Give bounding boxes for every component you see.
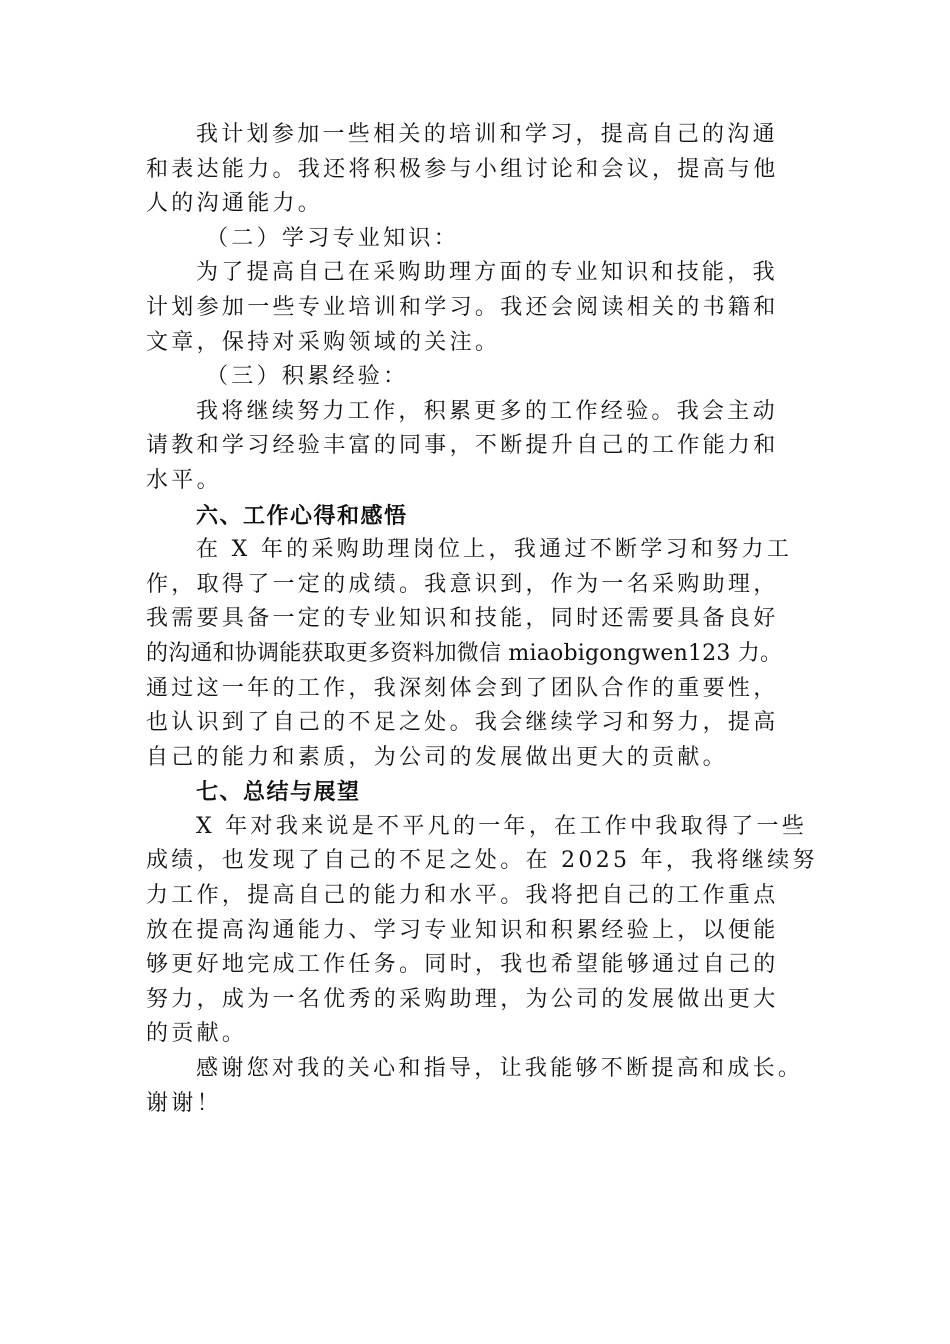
paragraph-line: 作，取得了一定的成绩。我意识到，作为一名采购助理， bbox=[146, 571, 779, 597]
paragraph-line: 和表达能力。我还将积极参与小组讨论和会议，提高与他 bbox=[146, 156, 779, 182]
paragraph-line: 在 X 年的采购助理岗位上，我通过不断学习和努力工 bbox=[196, 537, 793, 563]
paragraph-line: 感谢您对我的关心和指导，让我能够不断提高和成长。 bbox=[196, 1056, 804, 1082]
paragraph-line: 力工作，提高自己的能力和水平。我将把自己的工作重点 bbox=[146, 883, 779, 909]
paragraph-line: 请教和学习经验丰富的同事，不断提升自己的工作能力和 bbox=[146, 433, 779, 459]
paragraph-line: 够更好地完成工作任务。同时，我也希望能够通过自己的 bbox=[146, 952, 779, 978]
subsection-heading: （二）学习专业知识： bbox=[206, 225, 460, 251]
paragraph-line: 也认识到了自己的不足之处。我会继续学习和努力，提高 bbox=[146, 710, 779, 736]
paragraph-line: 人的沟通能力。 bbox=[146, 191, 324, 217]
paragraph-line: 谢谢！ bbox=[146, 1090, 222, 1116]
paragraph-line: 我需要具备一定的专业知识和技能，同时还需要具备良好 bbox=[146, 606, 779, 632]
paragraph-line: X 年对我来说是不平凡的一年，在工作中我取得了一些 bbox=[196, 813, 808, 839]
paragraph-line: 努力，成为一名优秀的采购助理，为公司的发展做出更大 bbox=[146, 986, 779, 1012]
paragraph-line: 我计划参加一些相关的培训和学习，提高自己的沟通 bbox=[196, 122, 778, 147]
paragraph-line: 为了提高自己在采购助理方面的专业知识和技能，我 bbox=[196, 260, 778, 286]
paragraph-line: 我将继续努力工作，积累更多的工作经验。我会主动 bbox=[196, 398, 778, 424]
paragraph-line: 成绩，也发现了自己的不足之处。在 2025 年，我将继续努 bbox=[146, 848, 818, 874]
section-heading: 七、总结与展望 bbox=[196, 779, 361, 806]
paragraph-line: 水平。 bbox=[146, 467, 222, 493]
paragraph-line: 的贡献。 bbox=[146, 1021, 248, 1047]
paragraph-line: 放在提高沟通能力、学习专业知识和积累经验上，以便能 bbox=[146, 917, 779, 943]
paragraph-line: 计划参加一些专业培训和学习。我还会阅读相关的书籍和 bbox=[146, 294, 779, 320]
paragraph-line: 的沟通和协调能获取更多资料加微信 miaobigongwen123 力。 bbox=[146, 640, 783, 666]
paragraph-line: 自己的能力和素质，为公司的发展做出更大的贡献。 bbox=[146, 744, 728, 770]
paragraph-line: 文章，保持对采购领域的关注。 bbox=[146, 329, 501, 355]
subsection-heading: （三）积累经验： bbox=[206, 364, 409, 390]
paragraph-line: 通过这一年的工作，我深刻体会到了团队合作的重要性， bbox=[146, 675, 779, 701]
document-body bbox=[146, 118, 826, 1121]
section-heading: 六、工作心得和感悟 bbox=[196, 502, 408, 529]
